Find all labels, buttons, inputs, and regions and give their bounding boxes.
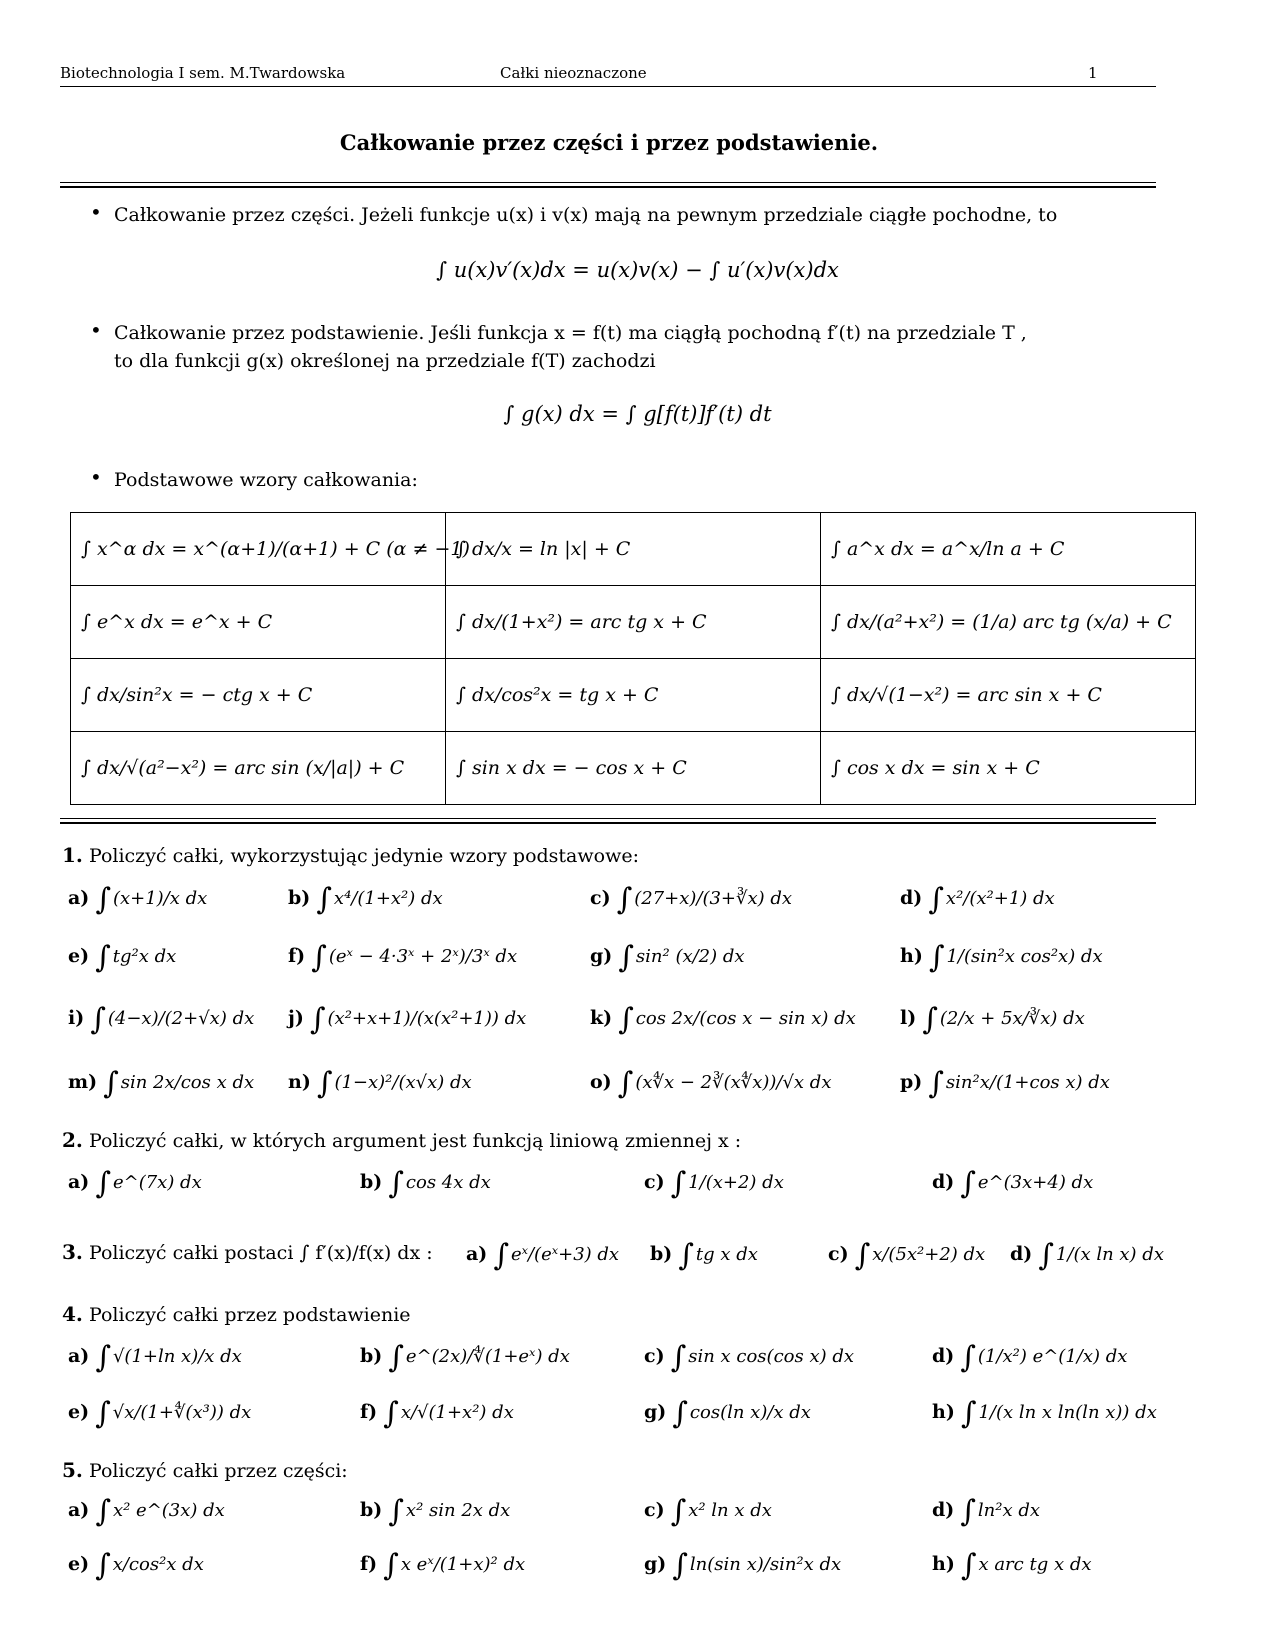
formula-cell: ∫ dx/sin²x = − ctg x + C (71, 659, 446, 732)
exercise-label: o) (590, 1071, 612, 1093)
exercise-expression: (x∜x − 2∛(x∜x))/√x dx (635, 1072, 832, 1093)
exercise-label: f) (360, 1553, 378, 1575)
formula-cell: ∫ sin x dx = − cos x + C (446, 732, 821, 805)
exercise-expression: x/(5x²+2) dx (872, 1244, 986, 1265)
exercise-label: h) (932, 1401, 955, 1423)
exercise-expression: e^(3x+4) dx (977, 1172, 1094, 1193)
exercise-4f: f) ∫ x/√(1+x²) dx (360, 1396, 514, 1431)
exercise-expression: √x/(1+∜(x³)) dx (112, 1402, 252, 1423)
section-number: 4. (62, 1302, 83, 1326)
formula-cell: ∫ a^x dx = a^x/ln a + C (821, 513, 1196, 586)
exercise-4b: b) ∫ e^(2x)/∜(1+eˣ) dx (360, 1340, 570, 1375)
formula-cell: ∫ x^α dx = x^(α+1)/(α+1) + C (α ≠ −1) (71, 513, 446, 586)
exercise-label: n) (288, 1071, 311, 1093)
exercise-expression: e^(7x) dx (112, 1172, 202, 1193)
exercise-expression: e^(2x)/∜(1+eˣ) dx (405, 1346, 570, 1367)
exercise-label: h) (932, 1553, 955, 1575)
formula-cell: ∫ e^x dx = e^x + C (71, 586, 446, 659)
exercise-label: c) (644, 1345, 665, 1367)
exercise-expression: (x²+x+1)/(x(x²+1)) dx (327, 1008, 527, 1029)
exercise-expression: (eˣ − 4·3ˣ + 2ˣ)/3ˣ dx (328, 946, 518, 967)
exercise-label: d) (932, 1345, 955, 1367)
exercise-expression: √(1+ln x)/x dx (112, 1346, 242, 1367)
exercise-label: p) (900, 1071, 923, 1093)
exercise-expression: sin 2x/cos x dx (120, 1072, 255, 1093)
exercise-label: a) (68, 887, 90, 909)
formula-table (70, 512, 1196, 805)
exercise-expression: ln(sin x)/sin²x dx (689, 1554, 842, 1575)
exercise-expression: x eˣ/(1+x)² dx (400, 1554, 526, 1575)
exercise-label: g) (644, 1553, 667, 1575)
exercise-label: h) (900, 945, 923, 967)
section-number: 3. (62, 1240, 83, 1264)
exercise-label: d) (1010, 1243, 1033, 1265)
exercise-4e: e) ∫ √x/(1+∜(x³)) dx (68, 1396, 252, 1431)
subst-text-1: Całkowanie przez podstawienie. Jeśli funkcja x = f(t) ma ciągłą pochodną f′(t) na przedziale T , (114, 322, 1027, 344)
exercise-label: b) (360, 1345, 383, 1367)
section-number: 5. (62, 1458, 83, 1482)
exercise-expression: tg²x dx (112, 946, 177, 967)
exercise-label: e) (68, 1553, 90, 1575)
exercise-2a: a) ∫ e^(7x) dx (68, 1166, 202, 1201)
table-row (71, 732, 1196, 805)
exercise-expression: (2/x + 5x/∛x) dx (939, 1008, 1085, 1029)
exercise-4c: c) ∫ sin x cos(cos x) dx (644, 1340, 855, 1375)
exercise-expression: cos 2x/(cos x − sin x) dx (635, 1008, 856, 1029)
exercise-1i: i) ∫ (4−x)/(2+√x) dx (68, 1002, 255, 1037)
exercise-3c: c) ∫ x/(5x²+2) dx (828, 1238, 986, 1273)
section-title: Policzyć całki, w których argument jest funkcją liniową zmiennej x : (88, 1130, 742, 1152)
exercise-1c: c) ∫ (27+x)/(3+∛x) dx (590, 882, 793, 917)
section-title: Policzyć całki postaci ∫ f′(x)/f(x) dx : (88, 1242, 433, 1264)
parts-text: Całkowanie przez części. Jeżeli funkcje u(x) i v(x) mają na pewnym przedziale ciągłe pochodne, to (114, 204, 1058, 226)
table-rule-1 (60, 818, 1156, 819)
exercise-label: e) (68, 1401, 90, 1423)
formula-cell: ∫ cos x dx = sin x + C (821, 732, 1196, 805)
formula-cell: ∫ dx/(a²+x²) = (1/a) arc tg (x/a) + C (821, 586, 1196, 659)
exercise-4d: d) ∫ (1/x²) e^(1/x) dx (932, 1340, 1128, 1375)
exercise-expression: x² sin 2x dx (405, 1500, 511, 1521)
exercise-expression: (4−x)/(2+√x) dx (107, 1008, 255, 1029)
exercise-5g: g) ∫ ln(sin x)/sin²x dx (644, 1548, 842, 1583)
bullet-icon: • (90, 200, 102, 224)
exercise-1f: f) ∫ (eˣ − 4·3ˣ + 2ˣ)/3ˣ dx (288, 940, 518, 975)
exercise-1l: l) ∫ (2/x + 5x/∛x) dx (900, 1002, 1085, 1037)
exercise-label: c) (590, 887, 611, 909)
section-1-heading (62, 843, 639, 867)
title-rule-1 (60, 182, 1156, 183)
formula-cell: ∫ dx/√(1−x²) = arc sin x + C (821, 659, 1196, 732)
exercise-label: a) (68, 1345, 90, 1367)
header-rule (60, 86, 1156, 87)
exercise-label: c) (644, 1171, 665, 1193)
exercise-1e: e) ∫ tg²x dx (68, 940, 177, 975)
exercise-label: f) (288, 945, 306, 967)
exercise-label: d) (932, 1171, 955, 1193)
exercise-label: b) (288, 887, 311, 909)
header-course: Biotechnologia I sem. M.Twardowska (60, 64, 346, 82)
section-title: Policzyć całki, wykorzystując jedynie wzory podstawowe: (88, 845, 639, 867)
section-number: 1. (62, 843, 83, 867)
exercise-label: i) (68, 1007, 85, 1029)
exercise-label: c) (828, 1243, 849, 1265)
bullet-icon: • (90, 318, 102, 342)
exercise-expression: cos 4x dx (405, 1172, 491, 1193)
exercise-expression: 1/(x+2) dx (688, 1172, 784, 1193)
table-rule-2 (60, 822, 1156, 824)
bullet-icon: • (90, 465, 102, 489)
exercise-5a: a) ∫ x² e^(3x) dx (68, 1494, 225, 1529)
section-4-heading (62, 1302, 411, 1326)
exercise-1a: a) ∫ (x+1)/x dx (68, 882, 208, 917)
exercise-expression: x²/(x²+1) dx (945, 888, 1055, 909)
exercise-2c: c) ∫ 1/(x+2) dx (644, 1166, 784, 1201)
exercise-expression: sin² (x/2) dx (635, 946, 745, 967)
exercise-2b: b) ∫ cos 4x dx (360, 1166, 491, 1201)
exercise-expression: ln²x dx (977, 1500, 1041, 1521)
exercise-expression: x/√(1+x²) dx (400, 1402, 514, 1423)
exercise-5c: c) ∫ x² ln x dx (644, 1494, 772, 1529)
section-number: 2. (62, 1128, 83, 1152)
exercise-5b: b) ∫ x² sin 2x dx (360, 1494, 511, 1529)
exercise-label: l) (900, 1007, 917, 1029)
exercise-expression: tg x dx (695, 1244, 758, 1265)
exercise-3d: d) ∫ 1/(x ln x) dx (1010, 1238, 1164, 1273)
parts-formula: ∫ u(x)v′(x)dx = u(x)v(x) − ∫ u′(x)v(x)dx (436, 258, 839, 282)
exercise-label: a) (68, 1499, 90, 1521)
exercise-label: b) (360, 1171, 383, 1193)
exercise-expression: sin²x/(1+cos x) dx (945, 1072, 1110, 1093)
formula-cell: ∫ dx/x = ln |x| + C (446, 513, 821, 586)
table-row (71, 586, 1196, 659)
exercise-5d: d) ∫ ln²x dx (932, 1494, 1041, 1529)
page-number: 1 (1088, 64, 1098, 82)
exercise-3b: b) ∫ tg x dx (650, 1238, 758, 1273)
formula-cell: ∫ dx/(1+x²) = arc tg x + C (446, 586, 821, 659)
basic-formulas-label: Podstawowe wzory całkowania: (114, 469, 418, 491)
section-5-heading (62, 1458, 348, 1482)
exercise-expression: eˣ/(eˣ+3) dx (510, 1244, 620, 1265)
page-title: Całkowanie przez części i przez podstawienie. (339, 130, 879, 155)
exercise-label: b) (650, 1243, 673, 1265)
exercise-5f: f) ∫ x eˣ/(1+x)² dx (360, 1548, 526, 1583)
exercise-label: j) (288, 1007, 304, 1029)
exercise-label: a) (68, 1171, 90, 1193)
formula-cell: ∫ dx/√(a²−x²) = arc sin (x/|a|) + C (71, 732, 446, 805)
exercise-4a: a) ∫ √(1+ln x)/x dx (68, 1340, 242, 1375)
exercise-1k: k) ∫ cos 2x/(cos x − sin x) dx (590, 1002, 856, 1037)
title-rule-2 (60, 186, 1156, 188)
exercise-label: f) (360, 1401, 378, 1423)
exercise-5h: h) ∫ x arc tg x dx (932, 1548, 1092, 1583)
exercise-expression: sin x cos(cos x) dx (688, 1346, 855, 1367)
exercise-1h: h) ∫ 1/(sin²x cos²x) dx (900, 940, 1103, 975)
exercise-expression: x/cos²x dx (112, 1554, 204, 1575)
exercise-label: m) (68, 1071, 98, 1093)
exercise-1g: g) ∫ sin² (x/2) dx (590, 940, 745, 975)
exercise-4h: h) ∫ 1/(x ln x ln(ln x)) dx (932, 1396, 1157, 1431)
exercise-expression: x arc tg x dx (978, 1554, 1092, 1575)
exercise-1b: b) ∫ x⁴/(1+x²) dx (288, 882, 443, 917)
exercise-expression: (x+1)/x dx (112, 888, 208, 909)
exercise-label: k) (590, 1007, 613, 1029)
exercise-expression: 1/(x ln x) dx (1055, 1244, 1164, 1265)
exercise-label: d) (932, 1499, 955, 1521)
exercise-expression: cos(ln x)/x dx (689, 1402, 811, 1423)
subst-text-2: to dla funkcji g(x) określonej na przedziale f(T) zachodzi (114, 350, 656, 372)
exercise-label: b) (360, 1499, 383, 1521)
subst-formula: ∫ g(x) dx = ∫ g[f(t)]f′(t) dt (503, 402, 772, 426)
exercise-1j: j) ∫ (x²+x+1)/(x(x²+1)) dx (288, 1002, 527, 1037)
table-row (71, 513, 1196, 586)
exercise-1o: o) ∫ (x∜x − 2∛(x∜x))/√x dx (590, 1066, 832, 1101)
section-3-heading (62, 1240, 433, 1264)
exercise-expression: x⁴/(1+x²) dx (333, 888, 443, 909)
exercise-5e: e) ∫ x/cos²x dx (68, 1548, 204, 1583)
exercise-label: c) (644, 1499, 665, 1521)
section-title: Policzyć całki przez podstawienie (88, 1304, 411, 1326)
exercise-2d: d) ∫ e^(3x+4) dx (932, 1166, 1094, 1201)
exercise-expression: x² ln x dx (688, 1500, 772, 1521)
section-2-heading (62, 1128, 741, 1152)
header-topic: Całki nieoznaczone (500, 64, 647, 82)
exercise-expression: (1/x²) e^(1/x) dx (977, 1346, 1128, 1367)
exercise-4g: g) ∫ cos(ln x)/x dx (644, 1396, 811, 1431)
formula-cell: ∫ dx/cos²x = tg x + C (446, 659, 821, 732)
exercise-expression: 1/(x ln x ln(ln x)) dx (978, 1402, 1157, 1423)
exercise-3a: a) ∫ eˣ/(eˣ+3) dx (466, 1238, 620, 1273)
section-title: Policzyć całki przez części: (88, 1460, 348, 1482)
exercise-expression: (1−x)²/(x√x) dx (334, 1072, 472, 1093)
exercise-label: g) (644, 1401, 667, 1423)
exercise-label: g) (590, 945, 613, 967)
exercise-1p: p) ∫ sin²x/(1+cos x) dx (900, 1066, 1110, 1101)
exercise-label: e) (68, 945, 90, 967)
exercise-expression: 1/(sin²x cos²x) dx (946, 946, 1103, 967)
exercise-label: a) (466, 1243, 488, 1265)
exercise-1n: n) ∫ (1−x)²/(x√x) dx (288, 1066, 472, 1101)
exercise-label: d) (900, 887, 923, 909)
exercise-1d: d) ∫ x²/(x²+1) dx (900, 882, 1055, 917)
exercise-1m: m) ∫ sin 2x/cos x dx (68, 1066, 255, 1101)
exercise-expression: x² e^(3x) dx (112, 1500, 225, 1521)
exercise-expression: (27+x)/(3+∛x) dx (634, 888, 793, 909)
table-row (71, 659, 1196, 732)
